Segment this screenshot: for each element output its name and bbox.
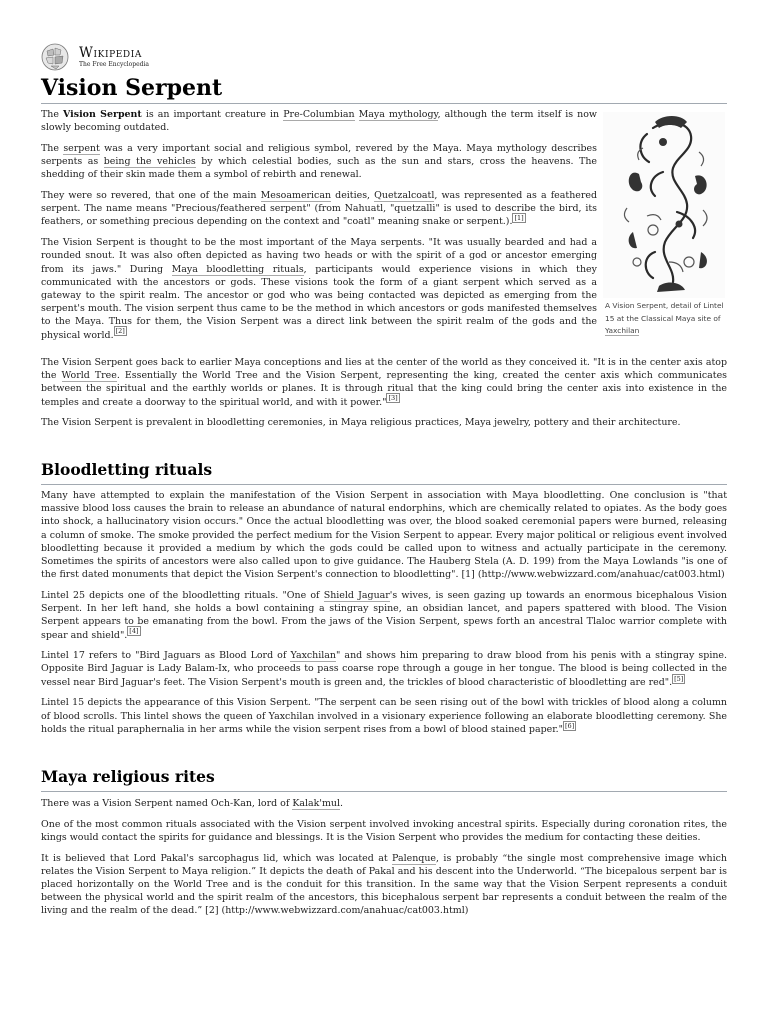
paragraph: The Vision Serpent is prevalent in bloodletting ceremonies, in Maya religious practices, Maya jewelry, pottery and their architecture.	[41, 417, 681, 429]
reference-3[interactable]: [3]	[388, 394, 398, 403]
reference-6[interactable]: [6]	[565, 721, 575, 730]
reference-2[interactable]: [2]	[115, 327, 125, 336]
vision-serpent-image[interactable]	[603, 112, 725, 298]
paragraph: Many have attempted to explain the manifestation of the Vision Serpent in association with Maya bloodletting. One conclusion is "that massive blood loss causes the brain to release an abundance of natural endorphins, which are chemically related to opiates. As the body goes into shock, a hallucinatory vision occurs." Once the actual bloodletting was over, the blood soaked ceremonial papers were burned, releasing a column of smoke. The smoke provided the perfect medium for the Vision Serpent to appear. Every major political or religious event involved bloodletting because it provided a medium by which the gods could be called upon to witness and actually participate in the ceremony. Sometimes the spirits of ancestors were also called upon to give guidance. The Hauberg Stela (A. D. 199) from the Maya Lowlands "is one of the first dated monuments that depict the Vision Serpent's connection to bloodletting". [1] (http://www.webwizzard.com/anahuac/cat003.html)	[41, 490, 727, 581]
link-being-the-vehicles[interactable]: being the vehicles	[103, 156, 196, 168]
paragraph: The Vision Serpent goes back to earlier Maya conceptions and lies at the center of the world as they conceived it. "It is in the center axis atop the World Tree. Essentially the World Tree and the Vision Serpent, representing the king, created the center axis which communicates between the spiritual and the earthly worlds or planes. It is through ritual that the king could bring the center axis into existence in the temples and create a doorway to the spiritual world, and with it power." [3]	[41, 357, 727, 408]
paragraph: The Vision Serpent is thought to be the most important of the Maya serpents. "It was usually bearded and had a rounded snout. It was also often depicted as having two heads or with the spirit of a god or ancestor emerging from its jaws." During Maya bloodletting rituals, participants would experience visions in which they communicated with the ancestors or gods. These visions took the form of a giant serpent which served as a gateway to the spirit realm. The ancestor or god who was being contacted was depicted as emerging from the serpent's mouth. The vision serpent thus came to be the method in which ancestors or gods manifested themselves to the Maya. Thus for them, the Vision Serpent was a direct link between the spirit realm of the gods and the physical world. [2]	[41, 237, 597, 341]
link-maya-bloodletting-rituals[interactable]: Maya bloodletting rituals	[171, 263, 304, 275]
link-quetzalcoatl[interactable]: Quetzalcoatl	[374, 190, 435, 202]
link-palenque[interactable]: Palenque	[392, 852, 436, 864]
reference-5[interactable]: [5]	[674, 674, 684, 683]
link-serpent[interactable]: serpent	[63, 142, 100, 154]
link-pre-columbian[interactable]: Pre-Columbian	[283, 109, 355, 120]
paragraph: It is believed that Lord Pakal's sarcophagus lid, which was located at Palenque, is probably “the single most comprehensive image which relates the Vision Serpent to Maya religion.” It depicts the death of Pakal and his descent into the Underworld. “The bicepalous serpent bar is placed horizontally on the World Tree and is the conduit for this transition. In the same way that the Vision Serpent represents a conduit between the physical world and the spirit realm of the ancestors, this bicephalous serpent bar represents a conduit between the realm of the living and the realm of the dead.” [2] (http://www.webwizzard.com/anahuac/cat003.html)	[41, 852, 727, 917]
link-world-tree[interactable]: World Tree	[61, 370, 117, 382]
bold-term: Vision Serpent	[63, 109, 142, 120]
link-shield-jaguar[interactable]: Shield Jaguar	[323, 589, 390, 601]
paragraph: They were so revered, that one of the main Mesoamerican deities, Quetzalcoatl, was represented as a feathered serpent. The name means "Precious/feathered serpent" (from Nahuatl, "quetzalli" is used to describe the bird, its feathers, or something precious depending on the context and "coatl" meaning snake or serpent.). [1]	[41, 190, 597, 228]
rites-section	[41, 797, 727, 925]
wikipedia-wordmark: Wikipedia	[79, 45, 143, 61]
reference-4[interactable]: [4]	[129, 627, 139, 636]
bloodletting-section	[41, 489, 727, 743]
reference-1[interactable]: [1]	[514, 214, 524, 223]
paragraph: The Vision Serpent is an important creature in Pre-Columbian Maya mythology, although the term itself is now slowly becoming outdated.	[41, 109, 598, 134]
paragraph: Lintel 25 depicts one of the bloodletting rituals. "One of Shield Jaguar's wives, is seen gazing up towards an enormous bicephalous Vision Serpent. In her left hand, she holds a bowl containing a stingray spine, an obsidian lancet, and papers spattered with blood. The Vision Serpent appears to be emanating from the bowl. From the jaws of the Vision Serpent, spews forth an ancestral Tlaloc warrior complete with spear and shield". [4]	[41, 589, 728, 641]
figure-caption: A Vision Serpent, detail of Lintel 15 at the Classical Maya site of Yaxchilan	[605, 301, 724, 335]
paragraph: The serpent was a very important social and religious symbol, revered by the Maya. Maya mythology describes serpents as being the vehicles by which celestial bodies, such as the sun and stars, cross the heavens. The shedding of their skin made them a symbol of rebirth and renewal.	[41, 142, 597, 181]
link-yaxchilan[interactable]: Yaxchilan	[290, 650, 337, 662]
paragraph: Lintel 15 depicts the appearance of this Vision Serpent. "The serpent can be seen rising out of the bowl with trickles of blood along a column of blood scrolls. This lintel shows the queen of Yaxchilan involved in a visionary experience following an elaborate bloodletting ceremony. She holds the ritual paraphernalia in her arms while the vision serpent rises from a bowl of blood stained paper." [6]	[41, 697, 727, 735]
paragraph: One of the most common rituals associated with the Vision serpent involved invoking ancestral spirits. Especially during coronation rites, the kings would contact the spirits for guidance and blessings. It is the Vision Serpent who provides the medium for contacting these deities.	[41, 818, 727, 843]
title-divider	[41, 103, 727, 104]
section-heading-rites: Maya religious rites	[41, 767, 215, 786]
puzzle-globe-icon	[41, 43, 69, 71]
section-divider	[41, 791, 727, 792]
section-heading-bloodletting: Bloodletting rituals	[41, 460, 213, 479]
link-kalakmul[interactable]: Kalak'mul	[292, 798, 341, 809]
figure-vision-serpent	[603, 112, 727, 338]
wikipedia-tagline: The Free Encyclopedia	[79, 61, 149, 68]
link-mesoamerican[interactable]: Mesoamerican	[260, 190, 332, 202]
intro-section-wide	[41, 356, 727, 437]
section-divider	[41, 484, 727, 485]
paragraph: Lintel 17 refers to "Bird Jaguars as Blood Lord of Yaxchilan" and shows him preparing to draw blood from his penis with a stingray spine. Opposite Bird Jaguar is Lady Balam-Ix, who proceeds to pass coarse rope through a gouge in her tongue. The blood is being collected in the vessel near Bird Jaguar's feet. The Vision Serpent's mouth is green and, the trickles of blood characteristic of bloodletting are red". [5]	[41, 650, 727, 688]
link-maya-mythology[interactable]: Maya mythology	[358, 109, 438, 120]
link-yaxchilan-caption[interactable]: Yaxchilan	[605, 326, 640, 335]
intro-section	[41, 108, 597, 349]
paragraph: There was a Vision Serpent named Och-Kan, lord of Kalak'mul.	[41, 798, 344, 809]
page-title: Vision Serpent	[41, 75, 223, 101]
